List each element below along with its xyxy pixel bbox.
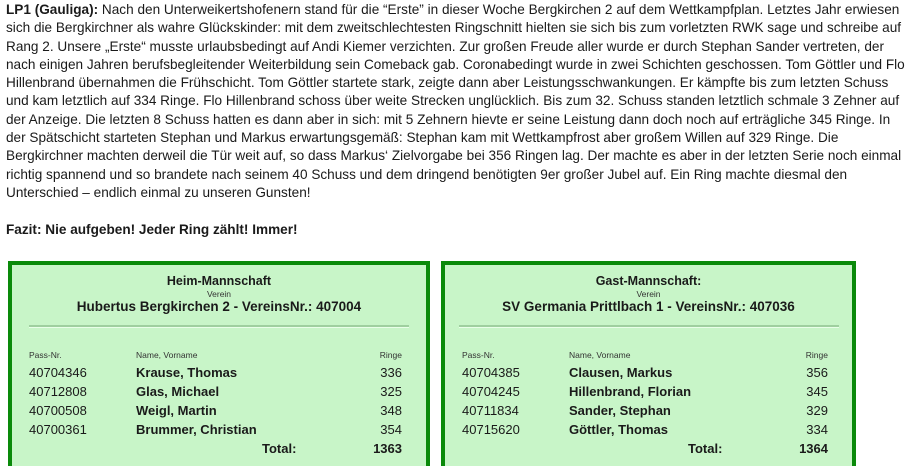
divider xyxy=(29,325,409,328)
roster-row xyxy=(29,363,402,382)
home-team-box xyxy=(8,261,430,466)
report-conclusion: Fazit: Nie aufgeben! Jeder Ring zählt! Immer! xyxy=(6,221,298,237)
total-row xyxy=(462,439,828,459)
roster-header xyxy=(29,349,402,362)
roster-row xyxy=(29,420,402,439)
total-value: 1364 xyxy=(799,441,828,456)
home-club-name: Hubertus Bergkirchen 2 - VereinsNr.: 407004 xyxy=(76,299,362,314)
roster-row xyxy=(29,382,402,401)
roster-row xyxy=(462,363,828,382)
home-roster xyxy=(29,349,402,459)
column-header-name: Name, Vorname xyxy=(569,350,631,360)
roster-row xyxy=(29,401,402,420)
column-header-name: Name, Vorname xyxy=(136,350,198,360)
shooter-name: Clausen, Markus xyxy=(569,365,673,380)
report-body: Nach den Unterweikertshofenern stand für die “Erste” in dieser Woche Bergkirchen 2 auf dem Wettkampfplan. Letztes Jahr erwiesen sich die Bergkirchner als wahre Glückskinder: mit dem zweitschlechtesten Ringschnitt hielten sie sich bis zum vorletzten RWK sage und schreibe auf Rang 2. Unsere „Erste“ musste urlaubsbedingt auf Andi Kiemer verzichten. Zur großen Freude aller wurde er durch Stephan Sander vertreten, der nach einigen Jahren berufsbegleitender Weiterbildung sein Comeback gab. Coronabedingt wurde in zwei Schichten geschossen. Tom Göttler und Flo Hillenbrand übernahmen die Frühschicht. Tom Göttler startete stark, zeigte dann aber Leistungsschwankungen. Er kämpfte bis zum letzten Schuss und kam letztlich auf 334 Ringe. Flo Hillenbrand schoss über weite Strecken unglücklich. Bis zum 32. Schuss standen letztlich schmale 3 Zehner auf der Anzeige. Die letzten 8 Schuss hatten es dann aber in sich: mit 5 Zehnern hievte er seine Leistung dann doch noch auf erträgliche 345 Ringe. In der Spätschicht starteten Stephan und Markus erwartungsgemäß: Stephan kam mit Wettkampfrost aber großem Willen auf 329 Ringe. Die Bergkirchner machten derweil die Tür weit auf, so dass Markus‘ Zielvorgabe bei 356 Ringen lag. Der machte es aber in der letzten Serie noch einmal richtig spannend und so brandete nach seinem 40 Schuss und dem dringend benötigten 9er großer Jubel auf. Ein Ring machte diesmal den Unterschied – endlich einmal zu unseren Gunsten! xyxy=(6,2,905,200)
pass-number: 40715620 xyxy=(462,422,520,437)
guest-roster xyxy=(462,349,828,459)
roster-row xyxy=(462,401,828,420)
league-label: LP1 (Gauliga): xyxy=(6,2,99,17)
report-paragraph xyxy=(6,1,911,202)
guest-club-name: SV Germania Prittlbach 1 - VereinsNr.: 407036 xyxy=(502,299,795,314)
divider xyxy=(459,325,839,328)
shooter-name: Glas, Michael xyxy=(136,384,220,399)
ring-score: 345 xyxy=(806,384,828,399)
ring-score: 356 xyxy=(806,365,828,380)
pass-number: 40704346 xyxy=(29,365,87,380)
pass-number: 40700508 xyxy=(29,403,87,418)
total-row xyxy=(29,439,402,459)
ring-score: 348 xyxy=(380,403,402,418)
guest-team-heading: Gast-Mannschaft: xyxy=(595,274,702,288)
column-header-ringe: Ringe xyxy=(379,350,402,360)
shooter-name: Brummer, Christian xyxy=(136,422,257,437)
ring-score: 329 xyxy=(806,403,828,418)
home-team-heading: Heim-Mannschaft xyxy=(166,274,272,288)
pass-number: 40712808 xyxy=(29,384,87,399)
pass-number: 40704385 xyxy=(462,365,520,380)
ring-score: 325 xyxy=(380,384,402,399)
total-label: Total: xyxy=(688,441,723,456)
ring-score: 334 xyxy=(806,422,828,437)
ring-score: 336 xyxy=(380,365,402,380)
roster-header xyxy=(462,349,828,362)
guest-team-box xyxy=(441,261,856,466)
pass-number: 40711834 xyxy=(462,403,519,418)
roster-row xyxy=(462,420,828,439)
shooter-name: Sander, Stephan xyxy=(569,403,671,418)
column-header-pass: Pass-Nr. xyxy=(462,350,495,360)
total-label: Total: xyxy=(262,441,297,456)
shooter-name: Weigl, Martin xyxy=(136,403,217,418)
guest-verein-label: Verein xyxy=(636,289,661,299)
pass-number: 40704245 xyxy=(462,384,520,399)
shooter-name: Krause, Thomas xyxy=(136,365,238,380)
match-report xyxy=(6,1,911,239)
home-verein-label: Verein xyxy=(206,289,232,299)
pass-number: 40700361 xyxy=(29,422,87,437)
shooter-name: Hillenbrand, Florian xyxy=(569,384,692,399)
column-header-pass: Pass-Nr. xyxy=(29,350,62,360)
total-value: 1363 xyxy=(373,441,402,456)
ring-score: 354 xyxy=(380,422,402,437)
shooter-name: Göttler, Thomas xyxy=(569,422,668,437)
column-header-ringe: Ringe xyxy=(805,350,828,360)
roster-row xyxy=(462,382,828,401)
